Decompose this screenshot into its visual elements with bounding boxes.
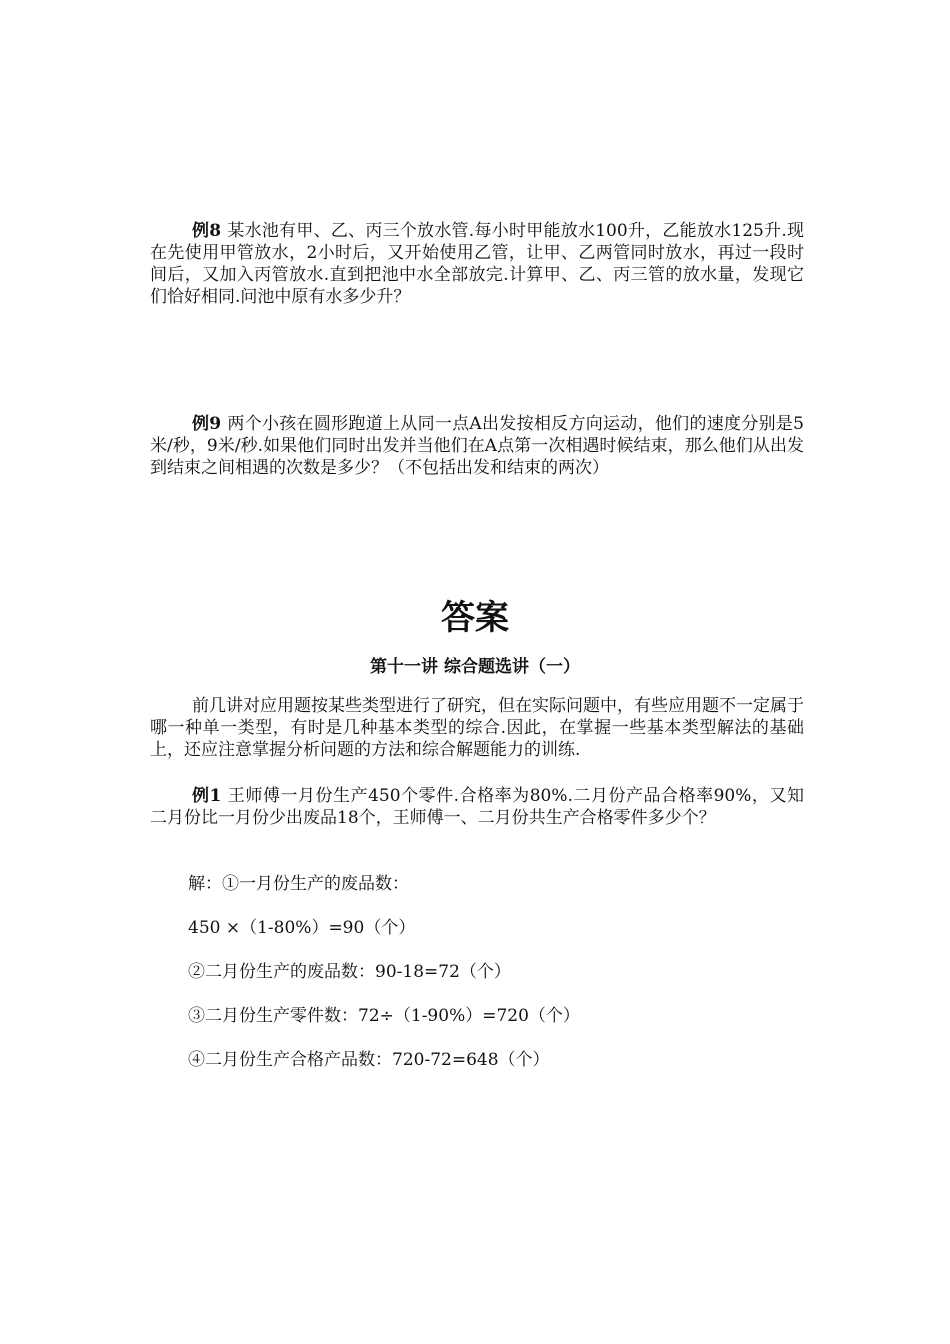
solution-line-5: ④二月份生产合格产品数：720-72=648（个）	[188, 1050, 550, 1070]
example-8-paragraph	[150, 220, 804, 308]
solution-line-1: 解：①一月份生产的废品数：	[188, 874, 409, 894]
example-1-text: 王师傅一月份生产450个零件.合格率为80%.二月份产品合格率90%，又知二月份比一月份少出废品18个，王师傅一、二月份共生产合格零件多少个？	[150, 786, 804, 828]
example-9-paragraph	[150, 413, 804, 479]
example-9-text: 两个小孩在圆形跑道上从同一点A出发按相反方向运动，他们的速度分别是5米/秒，9米/秒.如果他们同时出发并当他们在A点第一次相遇时候结束，那么他们从出发到结束之间相遇的次数是多少？（不包括出发和结束的两次）	[150, 414, 804, 478]
example-8-label: 例8	[192, 221, 222, 241]
answers-title: 答案	[441, 598, 509, 638]
solution-line-2: 450 ×（1-80%）=90（个）	[188, 918, 416, 938]
example-1-label: 例1	[192, 786, 222, 806]
example-1-paragraph	[150, 785, 804, 829]
example-9-label: 例9	[192, 414, 222, 434]
lecture-title: 第十一讲 综合题选讲（一）	[370, 657, 580, 677]
example-8-text: 某水池有甲、乙、丙三个放水管.每小时甲能放水100升，乙能放水125升.现在先使用甲管放水，2小时后，又开始使用乙管，让甲、乙两管同时放水，再过一段时间后，又加入丙管放水.直到把池中水全部放完.计算甲、乙、丙三管的放水量，发现它们恰好相同.问池中原有水多少升？	[150, 221, 804, 307]
solution-line-4: ③二月份生产零件数：72÷（1-90%）=720（个）	[188, 1006, 580, 1026]
solution-line-3: ②二月份生产的废品数：90-18=72（个）	[188, 962, 511, 982]
intro-paragraph: 前几讲对应用题按某些类型进行了研究，但在实际问题中，有些应用题不一定属于哪一种单一类型，有时是几种基本类型的综合.因此，在掌握一些基本类型解法的基础上，还应注意掌握分析问题的方法和综合解题能力的训练.	[150, 696, 804, 760]
